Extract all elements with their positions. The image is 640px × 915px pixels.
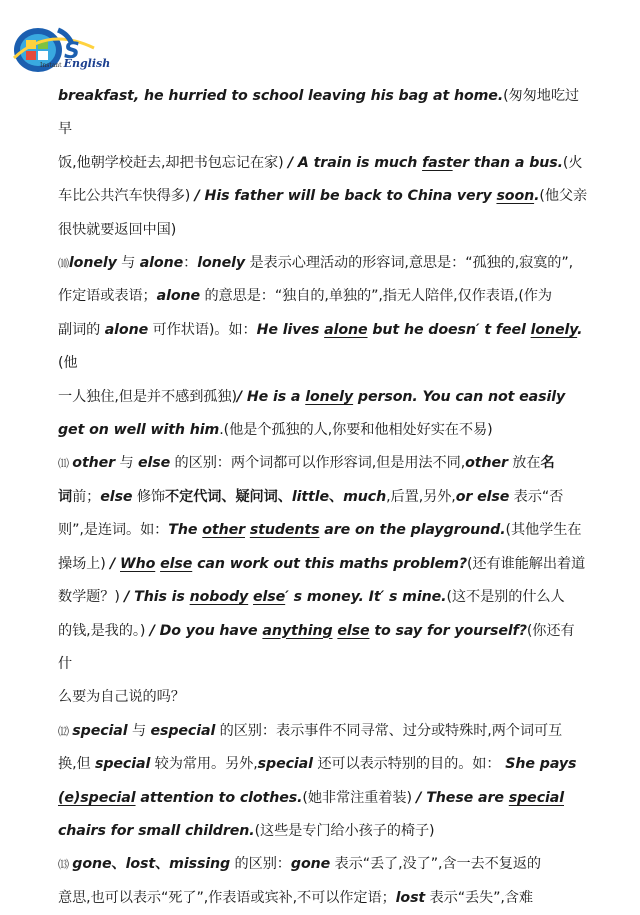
text-segment: 词 [58,488,73,505]
text-segment: 修饰 [132,488,166,505]
text-segment: little [291,488,330,505]
text-segment: 、 [111,856,126,873]
svg-text:S: S [64,39,80,64]
text-segment: 车比公共汽车快得多) [58,188,195,205]
text-segment: (火 [562,154,583,171]
text-segment: 放在 [507,455,541,472]
text-segment: 饭,他朝学校赶去,却把书包忘记在家) [58,154,288,171]
text-segment: 、 [329,488,344,505]
text-segment: She pays [500,756,577,773]
text-segment: else [160,555,193,572]
text-line [58,247,588,280]
text-segment: 意思,也可以表示“死了”,作表语或宾补,不可以作定语； [58,889,396,906]
text-segment: 较为常用。另外, [150,756,258,773]
text-segment: missing [169,856,231,873]
text-segment: 的区别：表示事件不同寻常、过分或特殊时,两个词可互 [215,722,563,739]
text-segment: / [110,555,121,572]
text-segment: ⒀ [58,858,73,872]
text-segment: attention to clothes. [135,789,303,806]
text-segment: lonely [197,255,246,272]
text-segment: (这不是别的什么人 [446,589,565,606]
text-line [58,214,588,247]
text-segment: fast [422,154,453,171]
text-segment: 的意思是：“独自的,单独的”,指无人陪伴,仅作表语,(作为 [200,288,552,305]
text-line [58,481,588,514]
text-line [58,681,588,714]
text-segment: soon [496,188,535,205]
text-segment: 作定语或表语； [58,288,157,305]
text-segment: 与 [127,722,151,739]
text-segment: / His father will be back to China very [194,188,497,205]
text-segment: special [95,756,151,773]
text-segment: (她非常注重着装) [302,789,417,806]
text-segment: to say for yourself? [369,622,527,639]
text-segment: 则”,是连词。如： [58,522,169,539]
text-segment: 换,但 [58,756,95,773]
text-segment: The [168,522,203,539]
text-segment: chairs for small children. [58,822,255,839]
text-segment: 的区别：两个词都可以作形容词,但是用法不同, [170,455,466,472]
text-segment: but he doesn′ t feel [367,321,531,338]
text-segment: special [508,789,564,806]
text-segment: especial [150,722,216,739]
text-segment: lonely [305,388,354,405]
text-segment: alone [324,321,368,338]
text-segment: ⑿ [58,724,73,738]
text-segment: ′ s money. It′ s mine. [285,589,447,606]
text-segment: nobody [189,589,249,606]
text-segment: (这些是专门给小孩子的椅子) [254,822,435,839]
text-segment: (还有谁能解出着道 [467,555,586,572]
text-segment: else [100,488,133,505]
text-segment: ⑽ [58,257,69,271]
text-segment: / He is a [236,388,306,405]
text-segment: / These are [416,789,509,806]
text-segment: alone [139,255,184,272]
text-segment: 数学题？) [58,589,125,606]
text-line [58,280,588,313]
text-segment: He lives [256,321,325,338]
text-segment: alone [156,288,201,305]
text-line [58,314,588,381]
text-segment: 表示“丢失”,含难 [425,889,533,906]
text-segment: lonely [530,321,578,338]
text-segment: Who [120,555,156,572]
text-segment: 与 [115,455,138,472]
text-segment: else [337,622,370,639]
text-line [58,381,588,414]
text-segment: else [253,589,286,606]
text-line [58,615,588,682]
text-segment: 的区别： [230,856,291,873]
text-segment: / This is [124,589,190,606]
text-segment: 是表示心理活动的形容词,意思是：“孤独的,寂寞的”, [245,255,574,272]
text-segment: lost [125,856,156,873]
text-segment: other [72,455,116,472]
text-segment: much [343,488,387,505]
text-segment: breakfast, he hurried to school leaving his bag at home. [58,88,504,104]
text-segment: 不定代词、疑问词、 [165,488,292,505]
text-segment: (e)special [58,789,136,806]
text-segment: get on well with him [58,422,220,439]
text-line [58,748,588,781]
text-line [58,548,588,581]
text-segment: . [534,188,540,205]
text-segment: lonely [68,255,117,272]
text-line [58,80,588,147]
text-line [58,782,588,815]
logo-caption: Instant English [40,57,111,70]
text-segment: or else [455,488,510,505]
text-segment: anything [262,622,333,639]
text-segment: 可作状语)。如： [148,321,257,338]
text-line [58,414,588,447]
text-segment: are on the playground. [319,522,506,539]
text-line [58,815,588,848]
text-segment: 操场上) [58,555,111,572]
text-segment: / Do you have [149,622,263,639]
text-line [58,514,588,547]
text-segment: 一人独住,但是并不感到孤独) [58,388,237,405]
text-line [58,848,588,881]
text-segment: 的钱,是我的。) [58,622,150,639]
text-segment: ： [183,255,198,272]
text-segment: gone [72,856,112,873]
document-body [58,80,588,915]
text-segment: (你还有什 [58,622,575,672]
text-segment: 很快就要返回中国) [58,221,177,238]
text-line [58,581,588,614]
text-segment: 副词的 [58,321,105,338]
text-segment: (匆匆地吃过早 [58,88,579,138]
text-segment: can work out this maths problem? [192,555,467,572]
text-segment: 表示“丢了,没了”,含一去不复返的 [330,856,541,873]
text-segment: . [577,321,583,338]
text-segment: 么要为自己说的吗？ [58,689,185,706]
text-segment: ,后置,另外, [386,488,456,505]
text-segment: / A train is much [287,154,423,171]
text-line [58,447,588,480]
text-line [58,715,588,748]
text-segment: alone [104,321,149,338]
text-segment: (其他学生在 [505,522,582,539]
text-segment: 、 [155,856,170,873]
text-segment: 表示“否 [509,488,564,505]
text-segment: person. You can not easily [353,388,566,405]
text-line [58,147,588,180]
text-segment: special [72,722,128,739]
text-segment: 前； [72,488,101,505]
text-segment: other [202,522,245,539]
text-segment: else [137,455,171,472]
text-segment: 名 [540,455,555,472]
text-segment: special [257,756,313,773]
text-segment: 还可以表示特别的目的。如： [312,756,501,773]
text-segment: other [465,455,508,472]
text-segment: er than a bus. [452,154,563,171]
text-segment: (他 [58,355,78,372]
text-segment: gone [290,856,331,873]
text-line [58,180,588,213]
text-segment: 与 [116,255,140,272]
text-segment: lost [395,889,426,906]
text-segment: students [249,522,320,539]
text-line [58,882,588,915]
text-segment: (他父亲 [539,188,588,205]
text-segment: ⑾ [58,457,73,471]
text-segment: .(他是个孤独的人,你要和他相处好实在不易) [219,422,493,439]
